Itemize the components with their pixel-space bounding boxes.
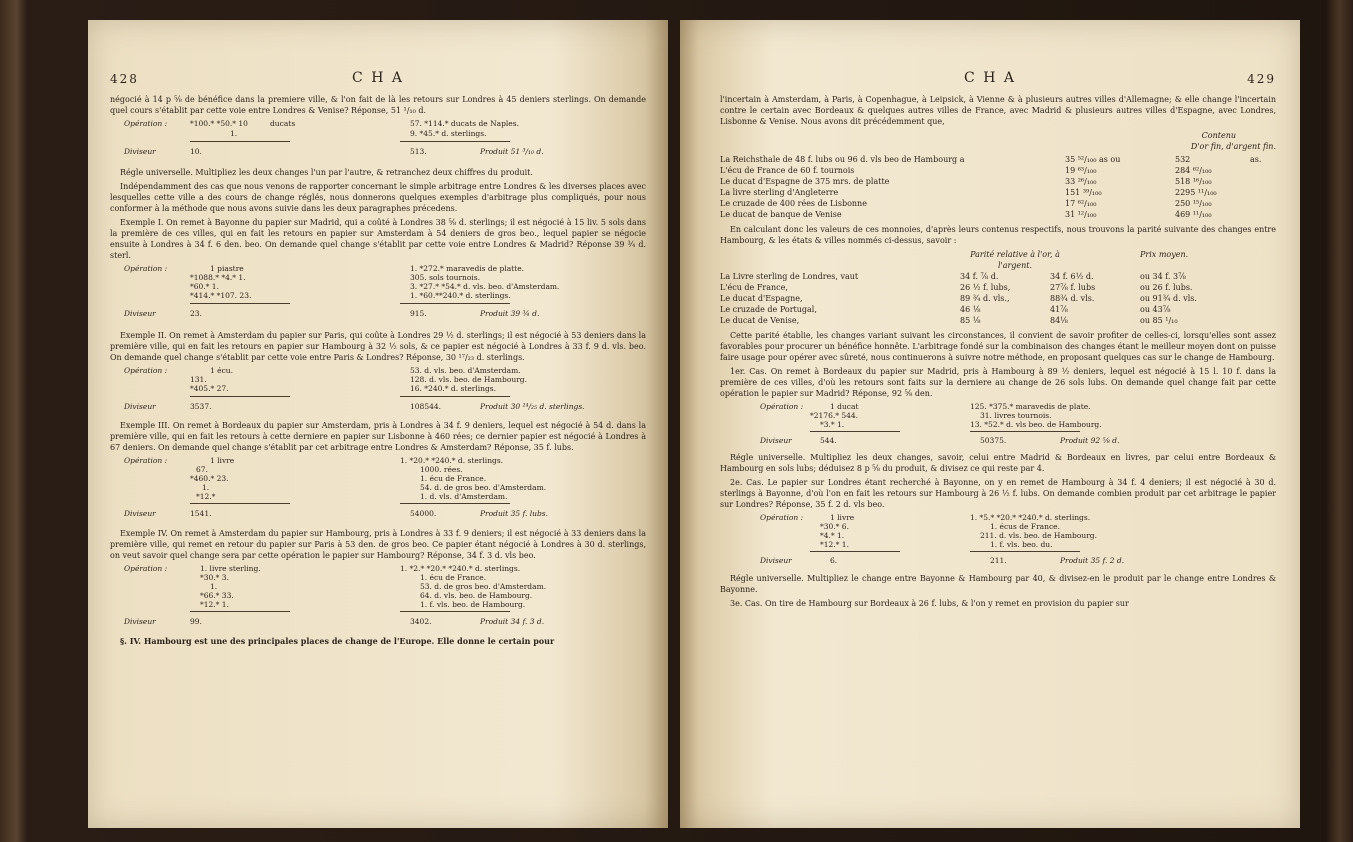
coin-row [720,176,1276,187]
calc-line: 128. d. vls. beo. de Hambourg. [410,375,527,384]
calc-line: 1. écus de France. [990,522,1060,531]
rule [400,396,510,397]
coin-unit: as. [1250,155,1262,164]
operation-label: Opération : [124,456,168,465]
calc-line: *12.* [196,492,216,501]
divisor-label: Diviseur [124,309,156,318]
parite-average: ou 26 f. lubs. [1140,283,1193,292]
coin-gold: 19 ⁶³/₁₀₀ [1065,166,1097,175]
divisor-value: 23. [190,309,202,318]
product: Produit 51 ³/₁₀ d. [480,147,544,156]
rule [970,551,1080,552]
calc-line: 16. *240.* d. sterlings. [410,384,497,393]
calc-line: 3. *27.* *54.* d. vls. beo. d'Amsterdam. [410,282,560,291]
coin-gold: 31 ¹²/₁₀₀ [1065,210,1097,219]
calc-line: 305. sols tournois. [410,273,481,282]
coin-silver: 284 ⁶²/₁₀₀ [1175,166,1212,175]
calc-line: 1. *60.**240.* d. sterlings. [410,291,511,300]
product: Produit 35 f. 2 d. [1060,556,1125,565]
calc-line: 9. *45.* d. sterlings. [410,129,487,138]
parite-row [720,315,1276,326]
calc-line: *414.* *107. 23. [190,291,252,300]
running-title: C H A [964,70,1016,86]
section-heading: §. IV. Hambourg est une des principales places de change de l'Europe. Elle donne le certain pour [120,636,555,646]
result-value: 915. [410,309,427,318]
calc-line: 67. [196,465,208,474]
coin-row [720,154,1276,165]
operation-block [110,119,646,163]
coin-name: Le ducat d'Espagne de 375 mrs. de platte [720,177,890,186]
operation-block [110,264,646,326]
calc-line: 13. *52.* d. vls beo. de Hambourg. [970,420,1102,429]
result-value: 211. [990,556,1007,565]
calc-line: 54. d. de gros beo. d'Amsterdam. [420,483,547,492]
calc-line: 1. [230,129,238,138]
product: Produit 92 ⅝ d. [1060,436,1120,445]
parite-row [720,293,1276,304]
paragraph: Cette parité établie, les changes variant suivant les circonstances, il convient de savoir profiter de celles-ci, lorsqu'elles sont assez favorables pour procurer un bénéfice honnête. L'arbitrage fondé sur la combinaison des changes étant le meilleur moyen dont on puisse faire usage pour opérer avec sûreté, nous continuerons à suivre notre méthode, en proposant quelques cas sur le change de Hambourg. [720,331,1276,362]
product: Produit 30 ²⁴/₂₅ d. sterlings. [480,402,585,411]
calc-line: *12.* 1. [820,540,849,549]
paragraph: l'incertain à Amsterdam, à Paris, à Copenhague, à Leipsick, à Vienne & à plusieurs autres villes d'Allemagne; & elle change l'incertain contre le certain avec Bordeaux & quelques autres villes de France, avec Madrid & plusieurs autres villes d'Espagne, avec Londres, Lisbonne & Venise. Nous avons dit précédemment que, [720,95,1276,126]
calc-line: 1. *2.* *20.* *240.* d. sterlings. [400,564,521,573]
parite-gold: 34 f. ⅞ d. [960,272,999,281]
coin-row [720,209,1276,220]
calc-line: 1 piastre [210,264,244,273]
running-title: C H A [352,70,404,86]
rule [810,551,900,552]
divisor-value: 1541. [190,509,212,518]
calc-line: 1. d. vls. d'Amsterdam. [420,492,508,501]
divisor-label: Diviseur [124,617,156,626]
calc-line: *30.* 3. [200,573,229,582]
calc-line: ducats [270,119,296,128]
paragraph: 1er. Cas. On remet à Bordeaux du papier sur Madrid, pris à Hambourg à 89 ½ deniers, lequel est négocié à 15 l. 10 f. dans la première de ces villes, d'où les retours sont faits sur la derniere au change de 26 sols lubs. On demande quel change fait par cette opération le papier sur Madrid? Réponse, 92 ⅝ den. [720,367,1276,398]
parite-name: Le ducat de Venise, [720,316,800,325]
rule [400,303,510,304]
parite-heading [720,249,1276,271]
operation-block [110,564,646,632]
operation-label: Opération : [124,366,168,375]
contenu-sublabel: D'or fin, d'argent fin. [1190,142,1276,151]
paragraph: Exemple I. On remet à Bayonne du papier sur Madrid, qui a coûté à Londres 38 ⅝ d. sterlings; il est négocié à 15 liv. 5 sols dans la première de ces villes, qui en fait les retours en papier sur Amsterdam à 54 deniers de gros beo., lequel papier se négocie ensuite à Londres à 34 f. 6 den. beo. On demande quel change s'établit par cette voie entre Londres & Madrid? Réponse 39 ¾ d. sterl. [110,218,646,260]
result-value: 3402. [410,617,432,626]
coin-gold: 33 ²⁶/₁₀₀ [1065,177,1097,186]
calc-line: *60.* 1. [190,282,219,291]
result-value: 108544. [410,402,442,411]
calc-line: 53. d. de gros beo. d'Amsterdam. [420,582,547,591]
paragraph: Régle universelle. Multipliez les deux changes l'un par l'autre, & retranchez deux chiffres du produit. [120,168,533,177]
calc-line: 1. *272.* maravedis de platte. [410,264,525,273]
calc-line: 1. livre sterling. [200,564,261,573]
operation-block [110,456,646,524]
coin-table [720,154,1276,220]
calc-line: 211. d. vls. beo. de Hambourg. [980,531,1097,540]
paragraph: Exemple II. On remet à Amsterdam du papier sur Paris, qui coûte à Londres 29 ½ d. sterlings; il est négocié à 53 deniers dans la première ville, qui en fait les retours en papier sur Hambourg à 32 ½ sols, & ce papier est négocié à Londres à 33 f. 9 d. vls. beo. On demande quel change s'établit par cette voie entre Paris & Londres? Réponse, 30 ¹⁷/₂₃ d. sterlings. [110,331,646,362]
calc-line: 125. *375.* maravedis de plate. [970,402,1091,411]
divisor-label: Diviseur [760,556,792,565]
calc-line: 64. d. vls. beo. de Hambourg. [420,591,533,600]
right-page [680,20,1300,828]
paragraph: Indépendamment des cas que nous venons de rapporter concernant le simple arbitrage entre Londres & les diverses places avec lesquelles cette ville a des cours de change réglés, nous donnerons quelques exemples d'arbitrage plus compliqués, pour nous conformer à la méthode que nous avons suivie dans les deux paragraphes précedens. [110,182,646,213]
rule [400,141,510,142]
operation-label: Opération : [760,402,804,411]
coin-silver: 250 ¹⁵/₁₀₀ [1175,199,1212,208]
right-text-column [720,94,1276,612]
coin-silver: 469 ¹¹/₁₀₀ [1175,210,1212,219]
parite-average: ou 91¾ d. vls. [1140,294,1197,303]
paragraph: 3e. Cas. On tire de Hambourg sur Bordeaux à 26 f. lubs, & l'on y remet en provision du papier sur [730,599,1129,608]
paragraph: Régle universelle. Multipliez les deux changes, savoir, celui entre Madrid & Bordeaux en livres, par celui entre Bordeaux & Hambourg en sols lubs; déduisez 8 p ⅝ du produit, & divisez ce qui reste par 4. [720,453,1276,473]
coin-name: L'écu de France de 60 f. tournois [720,166,855,175]
rule [810,431,900,432]
divisor-value: 3537. [190,402,212,411]
parite-gold: 85 ⅛ [960,316,981,325]
parite-name: L'écu de France, [720,283,788,292]
coin-name: La livre sterling d'Angleterre [720,188,839,197]
rule [190,303,290,304]
coin-silver: 2295 ¹¹/₁₀₀ [1175,188,1217,197]
parite-silver: 41⅞ [1050,305,1068,314]
paragraph: Exemple III. On remet à Bordeaux du papier sur Amsterdam, pris à Londres à 34 f. 9 deniers, lequel est négocié à 54 d. dans la première ville, qui en fait les retours à cette derniere en papier sur Lisbonne à 460 rées; ce dernier papier est négocié à Londres à 67 deniers. On demande quel change s'établit par cet arbitrage entre Londres & Amsterdam? Réponse, 35 f. lubs. [110,421,646,452]
operation-block [720,513,1276,569]
calc-line: 1. *5.* *20.* *240.* d. sterlings. [970,513,1091,522]
divisor-label: Diviseur [124,147,156,156]
calc-line: 57. *114.* ducats de Naples. [410,119,519,128]
page-number: 429 [1247,72,1276,86]
divisor-value: 544. [820,436,837,445]
paragraph: 2e. Cas. Le papier sur Londres étant recherché à Bayonne, on y en remet de Hambourg à 34 f. 4 deniers; il est négocié à 30 d. sterlings à Bayonne, d'où l'on en fait les retours sur Hambourg à 26 ½ f. lubs. On demande combien produit par cet arbitrage le papier sur Londres? Réponse, 35 f. 2 d. vls beo. [720,478,1276,509]
coin-row [720,165,1276,176]
rule [970,431,1080,432]
calc-line: 1 ducat [830,402,859,411]
left-page [88,20,668,828]
calc-line: *12.* 1. [200,600,229,609]
coin-silver: 518 ¹⁶/₁₀₀ [1175,177,1212,186]
parite-row [720,271,1276,282]
calc-line: 1. écu de France. [420,474,487,483]
calc-line: *1088.* *4.* 1. [190,273,246,282]
parite-average: ou 43⅞ [1140,305,1171,314]
divisor-label: Diviseur [124,509,156,518]
rule [190,396,290,397]
product: Produit 34 f. 3 d. [480,617,545,626]
paragraph: Exemple IV. On remet à Amsterdam du papier sur Hambourg, pris à Londres à 33 f. 9 deniers; il est négocié à 33 deniers dans la première ville, qui remet en retour du papier sur Paris à 53 den. de gros beo. Ce papier étant négocié à Londres à 30 d. sterlings, on veut savoir quel change sera par cette opération le papier sur Hambourg? Réponse, 34 f. 3 d. vls beo. [110,529,646,560]
coin-name: Le ducat de banque de Venise [720,210,842,219]
calc-line: *100.* *50.* 10 [190,119,248,128]
coin-gold: 35 ⁵²/₁₀₀ as ou [1065,155,1121,164]
result-value: 513. [410,147,427,156]
operation-block [110,366,646,416]
parite-silver: 84⅛ [1050,316,1068,325]
paragraph: En calculant donc les valeurs de ces monnoies, d'après leurs contenus respectifs, nous trouvons la parité suivante des changes entre Hambourg, & les états & villes nommés ci-dessus, savoir : [720,225,1276,245]
parite-gold: 26 ½ f. lubs, [960,283,1011,292]
divisor-label: Diviseur [760,436,792,445]
prix-label: Prix moyen. [1140,250,1189,259]
parite-row [720,304,1276,315]
paragraph: Régle universelle. Multipliez le change entre Bayonne & Hambourg par 40, & divisez-en le produit par le change entre Londres & Bayonne. [720,574,1276,594]
calc-line: 1. [210,582,218,591]
paragraph: négocié à 14 p ⅝ de bénéfice dans la premiere ville, & l'on fait de là les retours sur Londres à 45 deniers sterlings. On demande quel cours s'établit par cette voie entre Londres & Venise? Réponse, 51 ¹/₁₀ d. [110,95,646,115]
calc-line: 1 livre [830,513,855,522]
coin-row [720,198,1276,209]
parite-silver: 88¾ d. vls. [1050,294,1095,303]
calc-line: *4.* 1. [820,531,845,540]
rule [400,503,510,504]
calc-line: 1. *20.* *240.* d. sterlings. [400,456,504,465]
left-text-column [110,94,646,650]
product: Produit 35 f. lubs. [480,509,549,518]
calc-line: 1. écu de France. [420,573,487,582]
calc-line: 53. d. vls. beo. d'Amsterdam. [410,366,521,375]
rule [190,141,290,142]
calc-line: 1 livre [210,456,235,465]
operation-label: Opération : [124,119,168,128]
right-header [680,70,1300,92]
parite-name: Le ducat d'Espagne, [720,294,803,303]
contenu-heading [720,130,1276,154]
calc-line: *30.* 6. [820,522,849,531]
contenu-label: Contenu [1201,131,1236,140]
operation-label: Opération : [124,564,168,573]
page-number: 428 [110,72,139,86]
coin-row [720,187,1276,198]
calc-line: 31. livres tournois. [980,411,1052,420]
parite-gold: 89 ¾ d. vls., [960,294,1010,303]
parite-label: Parité relative à l'or, à l'argent. [970,250,1060,270]
divisor-value: 6. [830,556,838,565]
calc-line: *66.* 33. [200,591,234,600]
parite-silver: 34 f. 6½ d. [1050,272,1094,281]
rule [190,611,290,612]
result-value: 50375. [980,436,1007,445]
calc-line: 1. [202,483,210,492]
divisor-value: 99. [190,617,202,626]
parite-name: La Livre sterling de Londres, vaut [720,272,859,281]
calc-line: 1. f. vls. beo. de Hambourg. [420,600,526,609]
parite-table [720,271,1276,326]
divisor-label: Diviseur [124,402,156,411]
operation-block [720,402,1276,448]
parite-average: ou 34 f. 3⅞ [1140,272,1186,281]
rule [400,611,510,612]
calc-line: *460.* 23. [190,474,229,483]
calc-line: 1. f. vls. beo. du. [990,540,1053,549]
parite-gold: 46 ⅛ [960,305,981,314]
coin-gold: 151 ³⁹/₁₀₀ [1065,188,1102,197]
parite-average: ou 85 ¹/₁₀ [1140,316,1178,325]
coin-gold: 17 ⁶²/₁₀₀ [1065,199,1097,208]
calc-line: *2176.* 544. [810,411,859,420]
calc-line: 1 écu. [210,366,234,375]
parite-silver: 27⅞ f. lubs [1050,283,1096,292]
coin-name: Le cruzade de 400 rées de Lisbonne [720,199,867,208]
operation-label: Opération : [124,264,168,273]
left-header [88,70,668,92]
calc-line: *405.* 27. [190,384,229,393]
coin-silver: 532 [1175,155,1191,164]
product: Produit 39 ¾ d. [480,309,540,318]
calc-line: 131. [190,375,207,384]
calc-line: 1000. rées. [420,465,463,474]
parite-name: Le cruzade de Portugal, [720,305,817,314]
rule [190,503,290,504]
operation-label: Opération : [760,513,804,522]
divisor-value: 10. [190,147,202,156]
result-value: 54000. [410,509,437,518]
calc-line: *3.* 1. [820,420,845,429]
coin-name: La Reichsthale de 48 f. lubs ou 96 d. vls beo de Hambourg a [720,155,965,164]
parite-row [720,282,1276,293]
